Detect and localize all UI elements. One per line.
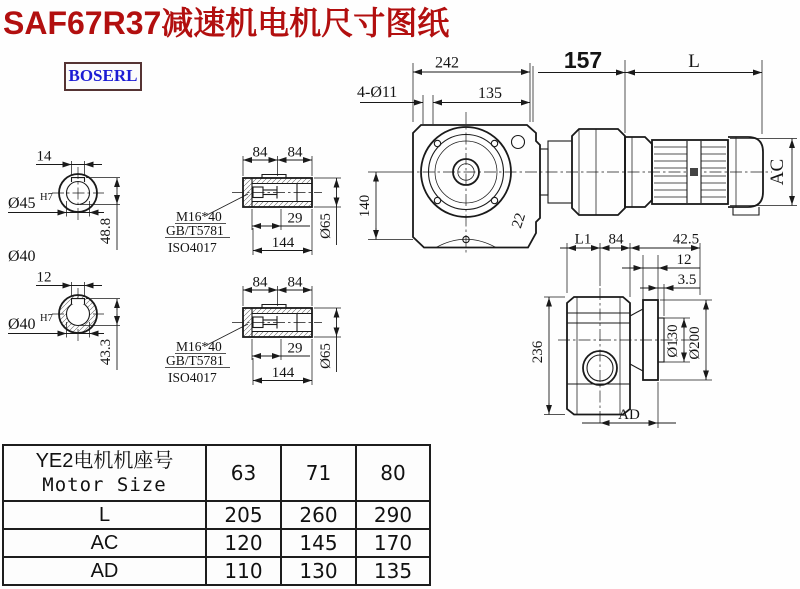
cell-AD-80: 135 [356, 557, 430, 585]
table-col-71: 71 [281, 445, 356, 501]
motor-size-table [2, 444, 431, 586]
table-row [3, 529, 430, 557]
dim-key-width: 14 [36, 148, 52, 165]
note-std2: ISO4017 [168, 240, 217, 255]
dim-84a: 84 [252, 144, 268, 161]
cell-AD-63: 110 [206, 557, 281, 585]
dim-d130: Ø130 [665, 324, 681, 358]
row-label-AD: AD [3, 557, 206, 585]
dim-L1: L1 [574, 231, 592, 248]
dim-d65: Ø65 [318, 343, 334, 369]
cell-L-71: 260 [281, 501, 356, 529]
page-title: SAF67R37减速机电机尺寸图纸 [3, 5, 450, 41]
cell-AD-71: 130 [281, 557, 356, 585]
hollow-shaft-cover-bottom [165, 275, 341, 386]
note-std1: GB/T5781 [166, 353, 224, 368]
dim-236: 236 [530, 340, 546, 364]
dim-84: 84 [608, 231, 624, 248]
shaft-section-bottom [8, 270, 120, 371]
dim-4xd11: 4-Ø11 [357, 84, 398, 101]
dim-key-width: 12 [36, 269, 52, 286]
dim-135: 135 [478, 85, 502, 102]
dim-AC: AC [767, 158, 788, 186]
table-header-en: Motor Size [42, 473, 167, 496]
shaft-section-top [8, 149, 120, 266]
dim-144: 144 [271, 365, 295, 381]
table-row [3, 501, 430, 529]
dim-AD: AD [618, 407, 640, 423]
row-label-AC: AC [3, 529, 206, 557]
dim-3_5: 3.5 [677, 272, 697, 288]
dim-key-depth: 48.8 [98, 217, 114, 245]
dim-144: 144 [271, 235, 295, 251]
dim-bore-fit: H7 [40, 192, 53, 203]
dim-157: 157 [563, 47, 603, 73]
note-std1: GB/T5781 [166, 223, 224, 238]
dim-140: 140 [357, 194, 373, 218]
table-col-63: 63 [206, 445, 281, 501]
table-header-cn: YE2电机机座号 [35, 449, 174, 472]
brand-logo: BOSERL [64, 62, 142, 91]
dim-d200: Ø200 [687, 326, 703, 360]
dim-29: 29 [287, 340, 303, 357]
dim-key-depth: 43.3 [98, 338, 114, 366]
dim-84a: 84 [252, 274, 268, 291]
table-header-motor-size [3, 445, 206, 501]
cell-AC-63: 120 [206, 529, 281, 557]
dim-242: 242 [435, 54, 459, 72]
cell-AC-71: 145 [281, 529, 356, 557]
dim-84b: 84 [287, 274, 303, 291]
dim-bore: Ø40 [8, 316, 36, 333]
cell-AC-80: 170 [356, 529, 430, 557]
note-bolt: M16*40 [176, 339, 222, 354]
cell-L-63: 205 [206, 501, 281, 529]
dim-84b: 84 [287, 144, 303, 161]
hollow-shaft-cover-top [165, 145, 341, 256]
gearbox-side-view [530, 232, 712, 429]
row-label-L: L [3, 501, 206, 529]
cell-L-80: 290 [356, 501, 430, 529]
dim-29: 29 [287, 210, 303, 227]
note-bolt: M16*40 [176, 209, 222, 224]
gearbox-motor-front-view [357, 47, 797, 254]
dim-bore-fit: H7 [40, 313, 53, 324]
dim-L: L [688, 51, 700, 72]
dim-d65: Ø65 [318, 213, 334, 239]
dim-22: 22 [509, 211, 530, 231]
dim-42_5: 42.5 [672, 231, 700, 248]
table-row [3, 557, 430, 585]
dim-bore: Ø45 [8, 195, 36, 212]
dim-12: 12 [676, 252, 692, 268]
note-std2: ISO4017 [168, 370, 217, 385]
table-col-80: 80 [356, 445, 430, 501]
dim-shaft-note: Ø40 [8, 248, 36, 265]
